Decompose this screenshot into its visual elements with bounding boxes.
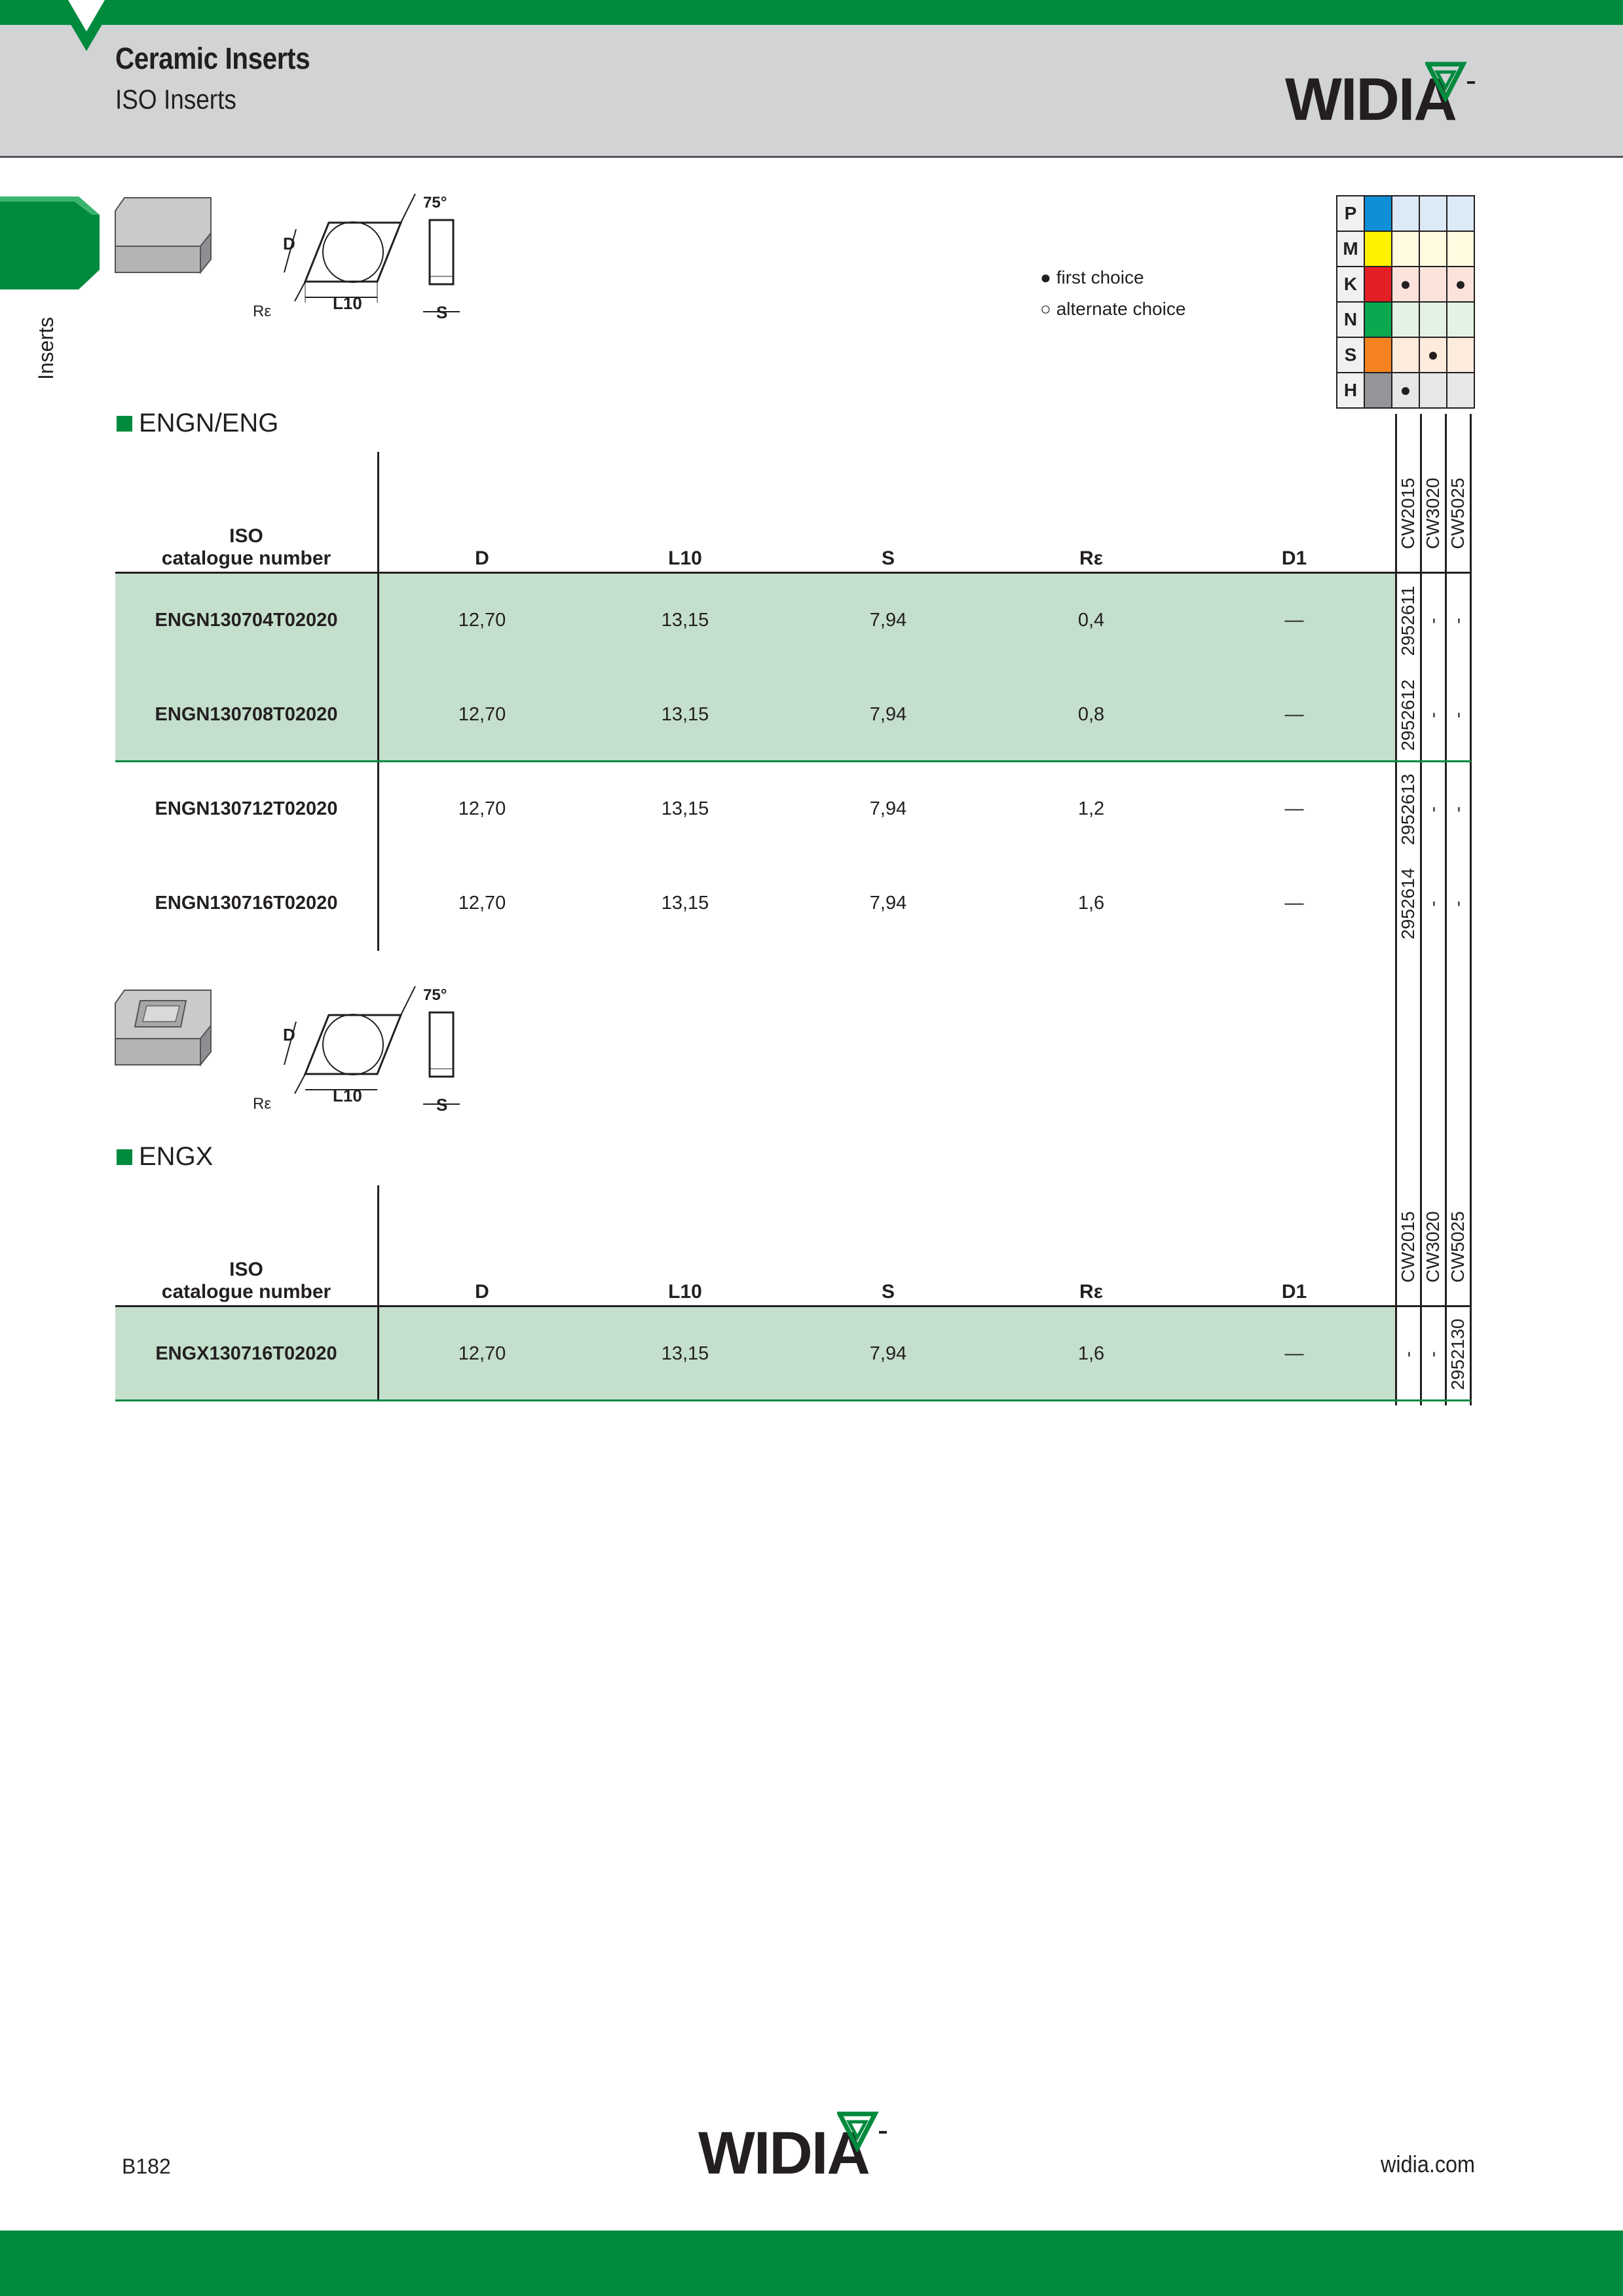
material-color-swatch [1364, 373, 1392, 408]
grade-order-number: 2952614 [1398, 868, 1418, 940]
section-square-icon [117, 1149, 132, 1165]
column-header-re: Rε [1079, 547, 1103, 569]
cell-s: 7,94 [869, 1343, 907, 1364]
top-green-bar [0, 0, 1623, 25]
group-rule [115, 1399, 1471, 1401]
cell-l10: 13,15 [661, 610, 709, 631]
grade-order-number: - [1423, 806, 1443, 813]
grade-order-number: - [1447, 712, 1468, 718]
column-header-s: S [881, 1281, 895, 1303]
footer-logo-text: WIDIA [698, 2120, 869, 2187]
website-link[interactable]: widia.com [1380, 2151, 1475, 2177]
grade-header: CW5025 [1447, 1211, 1468, 1283]
table-engx [115, 1185, 1471, 1405]
alternate-choice-icon: ○ [1040, 299, 1051, 319]
iso-catalogue-number: ENGN130716T02020 [155, 893, 338, 914]
cell-d1: — [1284, 798, 1304, 819]
side-tab-marker [0, 196, 100, 289]
grade-order-number: - [1447, 900, 1468, 907]
cell-d1: — [1284, 893, 1304, 914]
material-color-swatch [1364, 196, 1392, 231]
cell-re: 1,6 [1077, 1343, 1105, 1364]
material-suitability-mark: ● [1392, 267, 1419, 302]
widia-triangle-icon [1425, 62, 1478, 102]
header-notch-inner [68, 0, 105, 31]
section-heading-engn: ENGN/ENG [117, 409, 278, 438]
drawing-label-l10: L10 [333, 1086, 362, 1105]
drawing-label-s: S [436, 1095, 448, 1115]
material-suitability-mark: ● [1392, 373, 1419, 408]
material-code: P [1337, 196, 1364, 231]
material-code: S [1337, 337, 1364, 373]
page-number: B182 [122, 2155, 171, 2178]
material-suitability-mark [1392, 231, 1419, 267]
material-code: N [1337, 302, 1364, 337]
section-heading-engx: ENGX [117, 1142, 213, 1172]
material-row [1337, 373, 1474, 408]
column-header-d1: D1 [1281, 1281, 1307, 1303]
cell-s: 7,94 [869, 798, 907, 819]
column-header-iso: ISO [229, 1259, 263, 1280]
grade-header: CW3020 [1423, 477, 1443, 549]
material-color-swatch [1364, 337, 1392, 373]
grade-order-number: - [1398, 1351, 1418, 1358]
material-suitability-mark [1447, 373, 1474, 408]
insert-engn-3d-icon [113, 195, 217, 276]
drawing-label-d: D [283, 234, 295, 253]
cell-re: 0,8 [1077, 704, 1105, 725]
material-suitability-mark [1419, 373, 1447, 408]
column-header-d: D [475, 547, 489, 569]
iso-catalogue-number: ENGN130708T02020 [155, 704, 338, 725]
material-code: K [1337, 267, 1364, 302]
material-row [1337, 267, 1474, 302]
drawing-label-re: Rε [253, 303, 272, 320]
page-title: Ceramic Inserts [115, 41, 310, 75]
cell-s: 7,94 [869, 610, 907, 631]
cell-d: 12,70 [458, 610, 506, 631]
cell-re: 1,2 [1077, 798, 1105, 819]
grade-order-number: - [1423, 1351, 1443, 1358]
page-subtitle: ISO Inserts [115, 84, 236, 115]
cell-d: 12,70 [458, 1343, 506, 1364]
cell-l10: 13,15 [661, 1343, 709, 1364]
grade-order-number: - [1423, 900, 1443, 907]
brand-logo-text: WIDIA [1285, 66, 1456, 133]
grade-order-number: - [1423, 712, 1443, 718]
cell-s: 7,94 [869, 704, 907, 725]
column-header-iso-sub: catalogue number [161, 547, 331, 569]
grade-order-number: 2952613 [1398, 773, 1418, 845]
material-suitability-mark: ● [1419, 337, 1447, 373]
side-tab-label: Inserts [34, 316, 58, 380]
cell-l10: 13,15 [661, 893, 709, 914]
drawing-label-l10: L10 [333, 293, 362, 313]
material-row [1337, 196, 1474, 231]
drawing-label-angle: 75° [423, 194, 447, 212]
cell-d: 12,70 [458, 798, 506, 819]
cell-d: 12,70 [458, 893, 506, 914]
iso-catalogue-number: ENGN130704T02020 [155, 610, 338, 631]
column-header-iso-sub: catalogue number [161, 1281, 331, 1303]
drawing-label-d: D [283, 1025, 295, 1045]
drawing-label-s: S [436, 303, 448, 322]
grade-order-number: 2952611 [1398, 585, 1418, 656]
legend-first-label: first choice [1056, 267, 1144, 287]
material-suitability-mark [1447, 302, 1474, 337]
material-grid [1336, 195, 1475, 409]
column-header-iso: ISO [229, 525, 263, 547]
header-rule [115, 572, 1471, 574]
grade-order-number: - [1423, 618, 1443, 624]
column-header-s: S [881, 547, 895, 569]
insert-engn-drawing [249, 190, 491, 327]
grade-order-number: 2952612 [1398, 679, 1418, 751]
bottom-green-bar [0, 2231, 1623, 2296]
iso-catalogue-number: ENGX130716T02020 [155, 1343, 337, 1364]
iso-column-divider [377, 1185, 379, 1401]
material-color-swatch [1364, 302, 1392, 337]
material-row [1337, 337, 1474, 373]
iso-catalogue-number: ENGN130712T02020 [155, 798, 338, 819]
section-square-icon [117, 416, 132, 432]
material-suitability-mark [1392, 302, 1419, 337]
legend-first-choice [1040, 267, 1144, 288]
material-suitability-mark [1447, 231, 1474, 267]
legend-alternate-choice [1040, 299, 1185, 320]
material-row [1337, 231, 1474, 267]
material-suitability-mark [1447, 196, 1474, 231]
cell-re: 0,4 [1077, 610, 1105, 631]
column-header-d: D [475, 1281, 489, 1303]
header-rule [115, 1305, 1471, 1307]
cell-d1: — [1284, 1343, 1304, 1364]
grade-header: CW3020 [1423, 1211, 1443, 1283]
group-rule [115, 760, 1471, 762]
material-suitability-mark [1419, 267, 1447, 302]
grade-header: CW2015 [1398, 1211, 1418, 1283]
material-row [1337, 302, 1474, 337]
cell-d: 12,70 [458, 704, 506, 725]
grade-order-number: - [1447, 806, 1468, 813]
cell-s: 7,94 [869, 893, 907, 914]
material-suitability-mark [1419, 196, 1447, 231]
material-color-swatch [1364, 231, 1392, 267]
material-suitability-mark [1419, 231, 1447, 267]
grade-order-number: - [1447, 618, 1468, 624]
cell-re: 1,6 [1077, 893, 1105, 914]
iso-column-divider [377, 452, 379, 951]
first-choice-icon: ● [1040, 267, 1051, 287]
cell-l10: 13,15 [661, 704, 709, 725]
grade-order-number: 2952130 [1447, 1318, 1468, 1390]
material-suitability-mark: ● [1447, 267, 1474, 302]
widia-triangle-icon [837, 2111, 889, 2152]
material-suitability-mark [1447, 337, 1474, 373]
table-engn [115, 452, 1471, 954]
drawing-label-angle: 75° [423, 986, 447, 1004]
cell-d1: — [1284, 704, 1304, 725]
column-header-d1: D1 [1281, 547, 1307, 569]
insert-engx-3d-icon [113, 988, 217, 1069]
material-color-swatch [1364, 267, 1392, 302]
insert-engx-drawing [249, 982, 491, 1120]
material-code: M [1337, 231, 1364, 267]
material-suitability-mark [1392, 337, 1419, 373]
material-suitability-mark [1419, 302, 1447, 337]
material-code: H [1337, 373, 1364, 408]
grade-header: CW2015 [1398, 477, 1418, 549]
column-header-l10: L10 [668, 547, 702, 569]
drawing-label-re: Rε [253, 1095, 272, 1113]
legend-alternate-label: alternate choice [1056, 299, 1186, 319]
cell-l10: 13,15 [661, 798, 709, 819]
column-header-re: Rε [1079, 1281, 1103, 1303]
material-suitability-mark [1392, 196, 1419, 231]
cell-d1: — [1284, 610, 1304, 631]
column-header-l10: L10 [668, 1281, 702, 1303]
grade-header: CW5025 [1447, 477, 1468, 549]
